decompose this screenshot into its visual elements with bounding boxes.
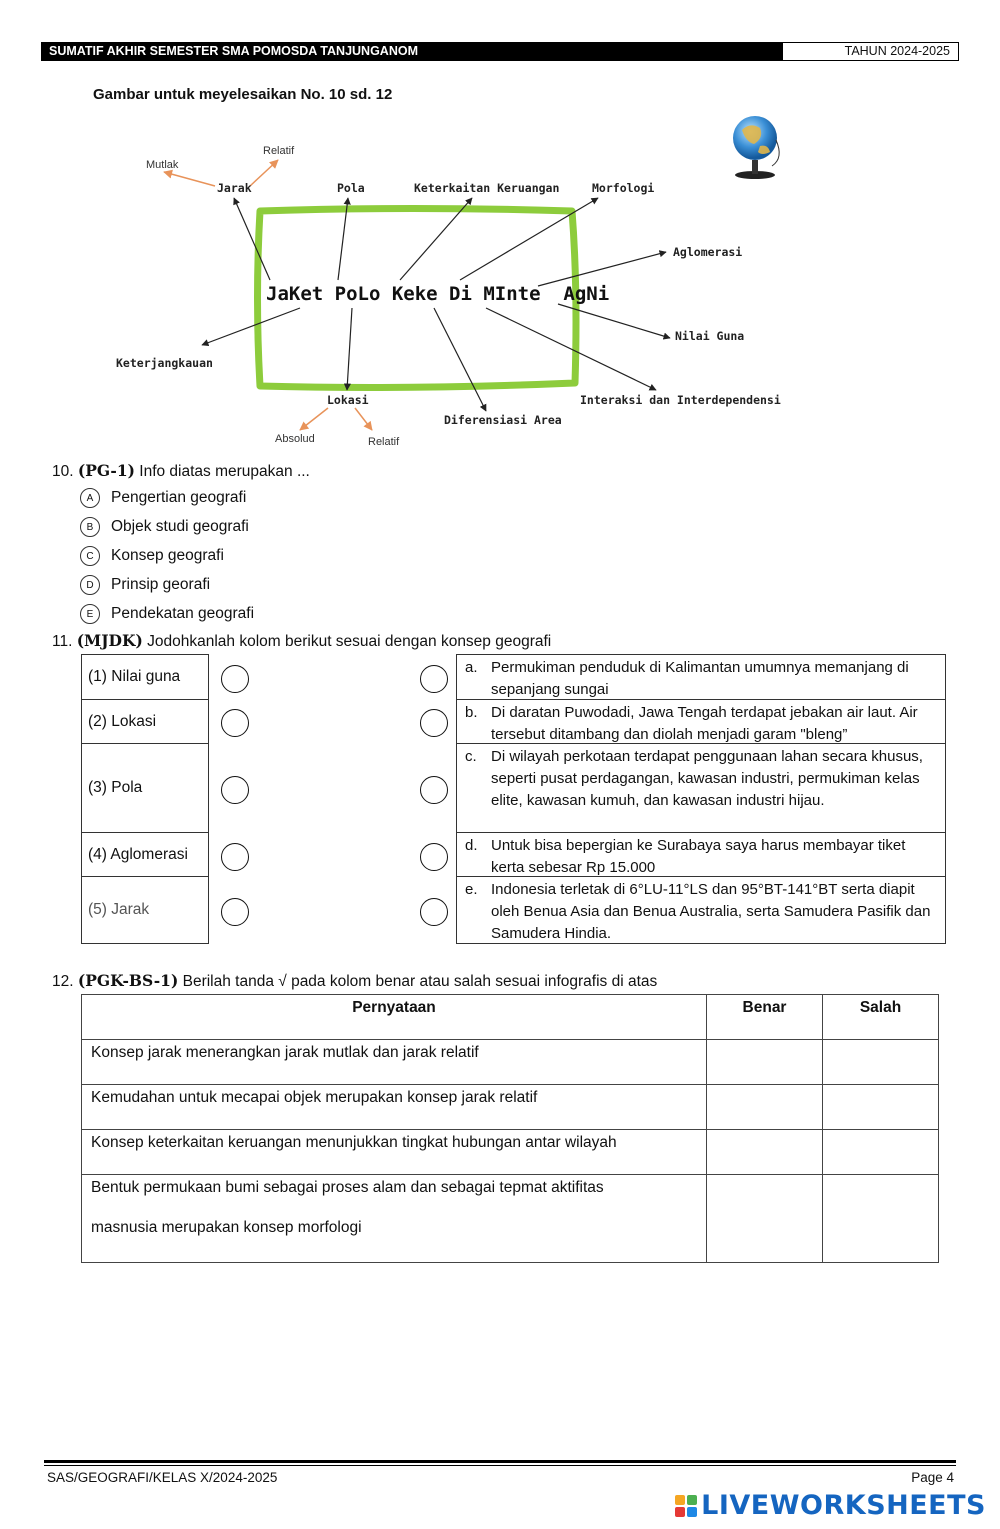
match-right-letter: d. xyxy=(465,837,478,854)
logo-square xyxy=(675,1495,685,1505)
statement-line: masnusia merupakan konsep morfologi xyxy=(91,1219,362,1236)
match-right-letter: a. xyxy=(465,659,478,676)
match-dot-left-2[interactable] xyxy=(221,709,249,737)
label-mutlak: Mutlak xyxy=(146,159,179,171)
logo-square xyxy=(687,1507,697,1517)
match-left-label: (2) Lokasi xyxy=(88,712,157,730)
match-left-label: (4) Aglomerasi xyxy=(88,845,188,863)
true-checkbox[interactable] xyxy=(707,1040,823,1085)
option-b[interactable] xyxy=(80,517,249,537)
match-dot-right-b[interactable] xyxy=(420,709,448,737)
table-row xyxy=(82,1175,939,1263)
arrow-lokasi xyxy=(347,308,352,390)
concept-diagram xyxy=(100,108,800,458)
header-statement: Pernyataan xyxy=(82,995,707,1040)
label-diferensiasi: Diferensiasi Area xyxy=(444,413,562,427)
match-right-item xyxy=(457,700,945,744)
false-checkbox[interactable] xyxy=(823,1175,939,1263)
header-true: Benar xyxy=(707,995,823,1040)
option-c[interactable] xyxy=(80,546,224,566)
match-dot-right-d[interactable] xyxy=(420,843,448,871)
label-aglomerasi: Aglomerasi xyxy=(673,245,743,259)
header-false: Salah xyxy=(823,995,939,1040)
header-year: TAHUN 2024-2025 xyxy=(782,42,959,61)
match-left-item xyxy=(82,877,208,943)
option-radio[interactable]: B xyxy=(80,517,100,537)
question-tag: (PGK-BS-1) xyxy=(77,971,179,990)
match-left-item xyxy=(82,700,208,744)
logo-square xyxy=(687,1495,697,1505)
label-relatif-top: Relatif xyxy=(263,145,295,157)
false-checkbox[interactable] xyxy=(823,1040,939,1085)
question-11 xyxy=(52,631,551,651)
footer-divider-thin xyxy=(44,1465,956,1466)
option-label: Pengertian geografi xyxy=(111,489,247,506)
logo-square xyxy=(675,1507,685,1517)
label-keterjangkauan: Keterjangkauan xyxy=(116,356,213,370)
statement-cell xyxy=(82,1175,707,1263)
label-relatif-bottom: Relatif xyxy=(368,436,400,448)
label-pola: Pola xyxy=(337,181,365,195)
label-keterkaitan: Keterkaitan Keruangan xyxy=(414,181,560,195)
mnemonic-text: JaKet PoLo Keke Di MInte AgNi xyxy=(266,283,610,305)
label-jarak: Jarak xyxy=(217,181,252,195)
option-radio[interactable]: C xyxy=(80,546,100,566)
page-header xyxy=(41,42,959,61)
question-text: Info diatas merupakan ... xyxy=(139,463,310,480)
statement-cell: Konsep keterkaitan keruangan menunjukkan tingkat hubungan antar wilayah xyxy=(82,1130,707,1175)
question-number: 10. xyxy=(52,463,74,480)
match-dot-left-3[interactable] xyxy=(221,776,249,804)
true-checkbox[interactable] xyxy=(707,1130,823,1175)
statement-line: Bentuk permukaan bumi sebagai proses alam dan sebagai tepmat aktifitas xyxy=(91,1179,604,1196)
matching-right-column xyxy=(456,654,946,944)
label-nilai-guna: Nilai Guna xyxy=(675,329,745,343)
question-text: Jodohkanlah kolom berikut sesuai dengan konsep geografi xyxy=(147,633,552,650)
question-tag: (PG-1) xyxy=(77,461,135,480)
match-dot-left-1[interactable] xyxy=(221,665,249,693)
question-number: 12. xyxy=(52,973,74,990)
footer-course: SAS/GEOGRAFI/KELAS X/2024-2025 xyxy=(47,1470,278,1485)
match-right-text: Indonesia terletak di 6°LU-11°LS dan 95°BT-141°BT serta diapit oleh Benua Asia dan Benua Australia, serta Samudera Pasifik dan Samudera Hindia. xyxy=(491,881,931,942)
statement-cell: Konsep jarak menerangkan jarak mutlak dan jarak relatif xyxy=(82,1040,707,1085)
table-row xyxy=(82,1040,939,1085)
match-right-text: Di daratan Puwodadi, Jawa Tengah terdapat jebakan air laut. Air tersebut ditambang dan diolah menjadi garam "bleng” xyxy=(491,704,918,743)
arrow-interaksi xyxy=(486,308,656,390)
table-header-row xyxy=(82,995,939,1040)
match-dot-right-c[interactable] xyxy=(420,776,448,804)
liveworksheets-brand[interactable] xyxy=(675,1490,986,1521)
table-row xyxy=(82,1130,939,1175)
matching-left-column xyxy=(81,654,209,944)
match-right-text: Permukiman penduduk di Kalimantan umumnya memanjang di sepanjang sungai xyxy=(491,659,909,698)
match-left-item xyxy=(82,833,208,877)
option-label: Prinsip georafi xyxy=(111,576,211,593)
match-left-item xyxy=(82,655,208,700)
option-label: Pendekatan geografi xyxy=(111,605,255,622)
arrow-lokasi-absolud xyxy=(300,408,328,430)
match-left-label: (1) Nilai guna xyxy=(88,668,181,685)
label-morfologi: Morfologi xyxy=(592,181,655,195)
page-number: Page 4 xyxy=(911,1470,954,1485)
option-d[interactable] xyxy=(80,575,210,595)
liveworksheets-logo-icon xyxy=(675,1495,697,1517)
match-left-item xyxy=(82,744,208,833)
match-right-letter: c. xyxy=(465,748,477,765)
question-12 xyxy=(52,971,657,991)
option-label: Objek studi geografi xyxy=(111,518,249,535)
header-title: SUMATIF AKHIR SEMESTER SMA POMOSDA TANJUNGANOM xyxy=(41,42,782,61)
match-right-item xyxy=(457,655,945,700)
true-checkbox[interactable] xyxy=(707,1175,823,1263)
false-checkbox[interactable] xyxy=(823,1130,939,1175)
arrow-lokasi-relatif xyxy=(355,408,372,430)
match-right-letter: b. xyxy=(465,704,478,721)
match-right-item xyxy=(457,833,945,877)
arrow-keterjangkauan xyxy=(202,308,300,345)
label-absolud: Absolud xyxy=(275,433,315,445)
option-radio[interactable]: E xyxy=(80,604,100,624)
match-dot-right-e[interactable] xyxy=(420,898,448,926)
table-row xyxy=(82,1085,939,1130)
arrow-diferensiasi xyxy=(434,308,486,411)
match-dot-right-a[interactable] xyxy=(420,665,448,693)
match-right-item xyxy=(457,744,945,833)
footer-divider xyxy=(44,1460,956,1463)
arrow-aglomerasi xyxy=(538,252,666,286)
true-checkbox[interactable] xyxy=(707,1085,823,1130)
match-right-letter: e. xyxy=(465,881,478,898)
option-radio[interactable]: A xyxy=(80,488,100,508)
match-dot-left-5[interactable] xyxy=(221,898,249,926)
match-left-label: (3) Pola xyxy=(88,779,143,796)
arrow-jarak-mutlak xyxy=(164,172,215,186)
true-false-table xyxy=(81,994,939,1263)
question-number: 11. xyxy=(52,633,73,650)
option-a[interactable] xyxy=(80,488,246,508)
option-label: Konsep geografi xyxy=(111,547,224,564)
match-right-item xyxy=(457,877,945,943)
option-radio[interactable]: D xyxy=(80,575,100,595)
false-checkbox[interactable] xyxy=(823,1085,939,1130)
statement-cell: Kemudahan untuk mecapai objek merupakan konsep jarak relatif xyxy=(82,1085,707,1130)
question-10 xyxy=(52,461,310,481)
question-text: Berilah tanda √ pada kolom benar atau salah sesuai infografis di atas xyxy=(182,973,658,990)
brand-name: LIVEWORKSHEETS xyxy=(701,1490,986,1521)
globe-icon xyxy=(733,116,779,179)
option-e[interactable] xyxy=(80,604,254,624)
match-right-text: Di wilayah perkotaan terdapat penggunaan lahan secara khusus, seperti pusat perdagangan, kawasan industri, permukiman kelas elite, kawasan kumuh, dan kawasan industri hijau. xyxy=(491,748,923,809)
label-lokasi: Lokasi xyxy=(327,393,369,407)
figure-caption: Gambar untuk meyelesaikan No. 10 sd. 12 xyxy=(93,86,393,103)
label-interaksi: Interaksi dan Interdependensi xyxy=(580,393,781,407)
arrow-jarak-relatif xyxy=(250,160,278,186)
question-tag: (MJDK) xyxy=(76,631,143,650)
match-dot-left-4[interactable] xyxy=(221,843,249,871)
match-left-label: (5) Jarak xyxy=(88,901,150,918)
match-right-text: Untuk bisa bepergian ke Surabaya saya harus membayar tiket kerta sebesar Rp 15.000 xyxy=(491,837,906,876)
